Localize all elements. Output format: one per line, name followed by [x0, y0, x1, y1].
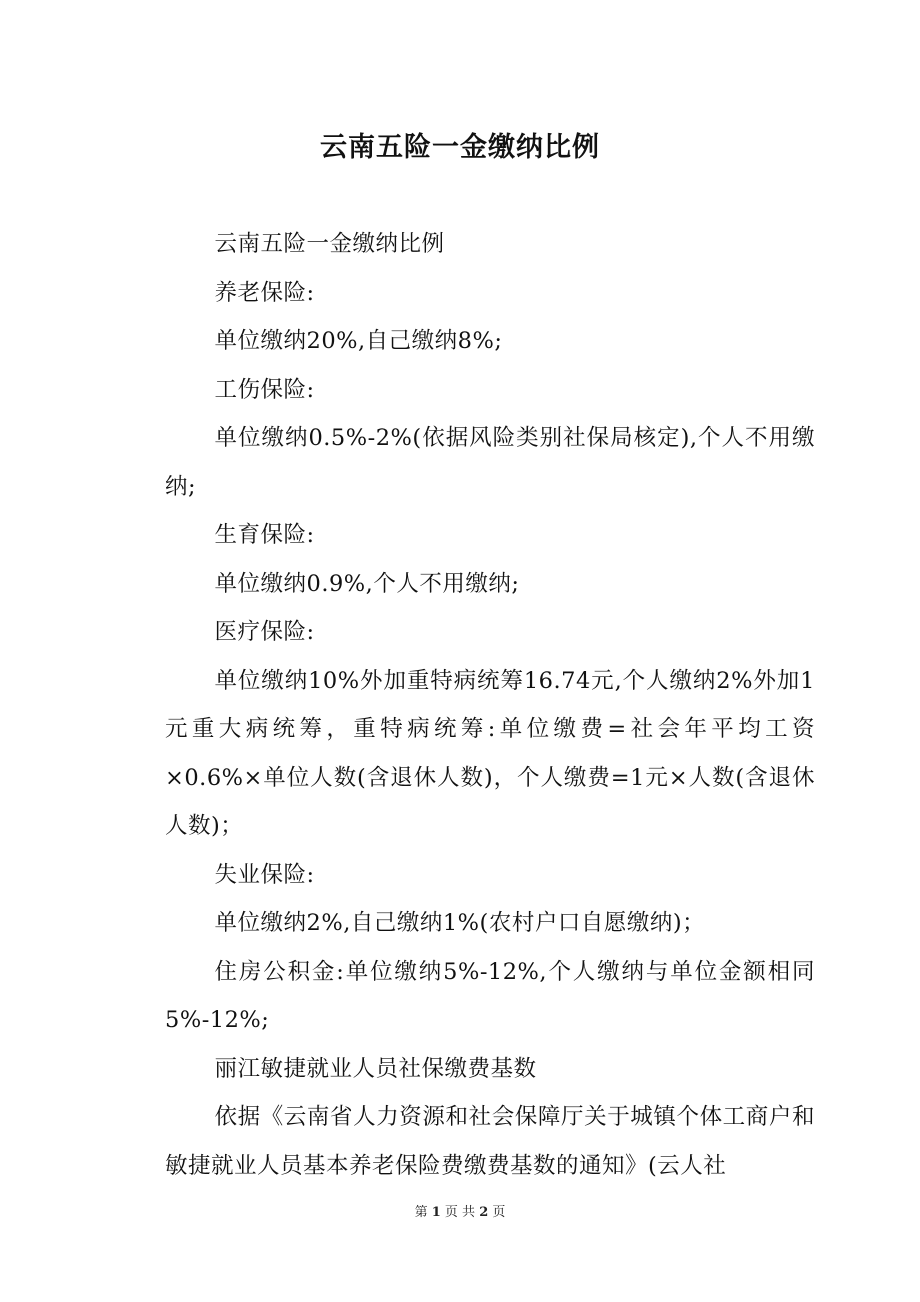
paragraph-pension-heading: 养老保险:: [214, 279, 315, 306]
footer-current-page: 1: [431, 1205, 441, 1220]
paragraph-injury-heading: 工伤保险:: [214, 376, 315, 403]
paragraph-unemployment-heading: 失业保险:: [214, 861, 315, 888]
footer-total-pages: 2: [479, 1205, 489, 1220]
paragraph-lijiang-heading: 丽江敏捷就业人员社保缴费基数: [214, 1055, 537, 1082]
footer-middle: 页 共: [444, 1205, 476, 1220]
paragraph-intro: 云南五险一金缴纳比例: [214, 231, 445, 257]
document-title: 云南五险一金缴纳比例: [320, 132, 600, 163]
paragraph-medical-rate: 单位缴纳10%外加重特病统筹16.74元,个人缴纳2%外加1元重大病统筹，重特病统筹:单位缴费=社会年平均工资×0.6%×单位人数(含退休人数)，个人缴费=1元×人数(含退休人数)；: [165, 667, 815, 839]
document-body: [165, 220, 815, 1190]
page-footer: [0, 1203, 920, 1223]
paragraph-injury-rate: 单位缴纳0.5%-2%(依据风险类别社保局核定),个人不用缴纳;: [165, 425, 815, 500]
paragraph-medical-heading: 医疗保险:: [214, 619, 315, 645]
paragraph-maternity-heading: 生育保险:: [214, 522, 315, 548]
paragraph-basis: 依据《云南省人力资源和社会保障厅关于城镇个体工商户和敏捷就业人员基本养老保险费缴费基数的通知》(云人社: [165, 1104, 815, 1179]
paragraph-unemployment-rate: 单位缴纳2%,自己缴纳1%(农村户口自愿缴纳)；: [214, 910, 706, 936]
paragraph-pension-rate: 单位缴纳20%,自己缴纳8%;: [214, 328, 503, 354]
paragraph-housing-fund: 住房公积金:单位缴纳5%-12%,个人缴纳与单位金额相同5%-12%;: [165, 958, 815, 1033]
paragraph-maternity-rate: 单位缴纳0.9%,个人不用缴纳;: [214, 570, 520, 597]
footer-prefix: 第: [414, 1205, 428, 1220]
footer-suffix: 页: [492, 1205, 506, 1220]
